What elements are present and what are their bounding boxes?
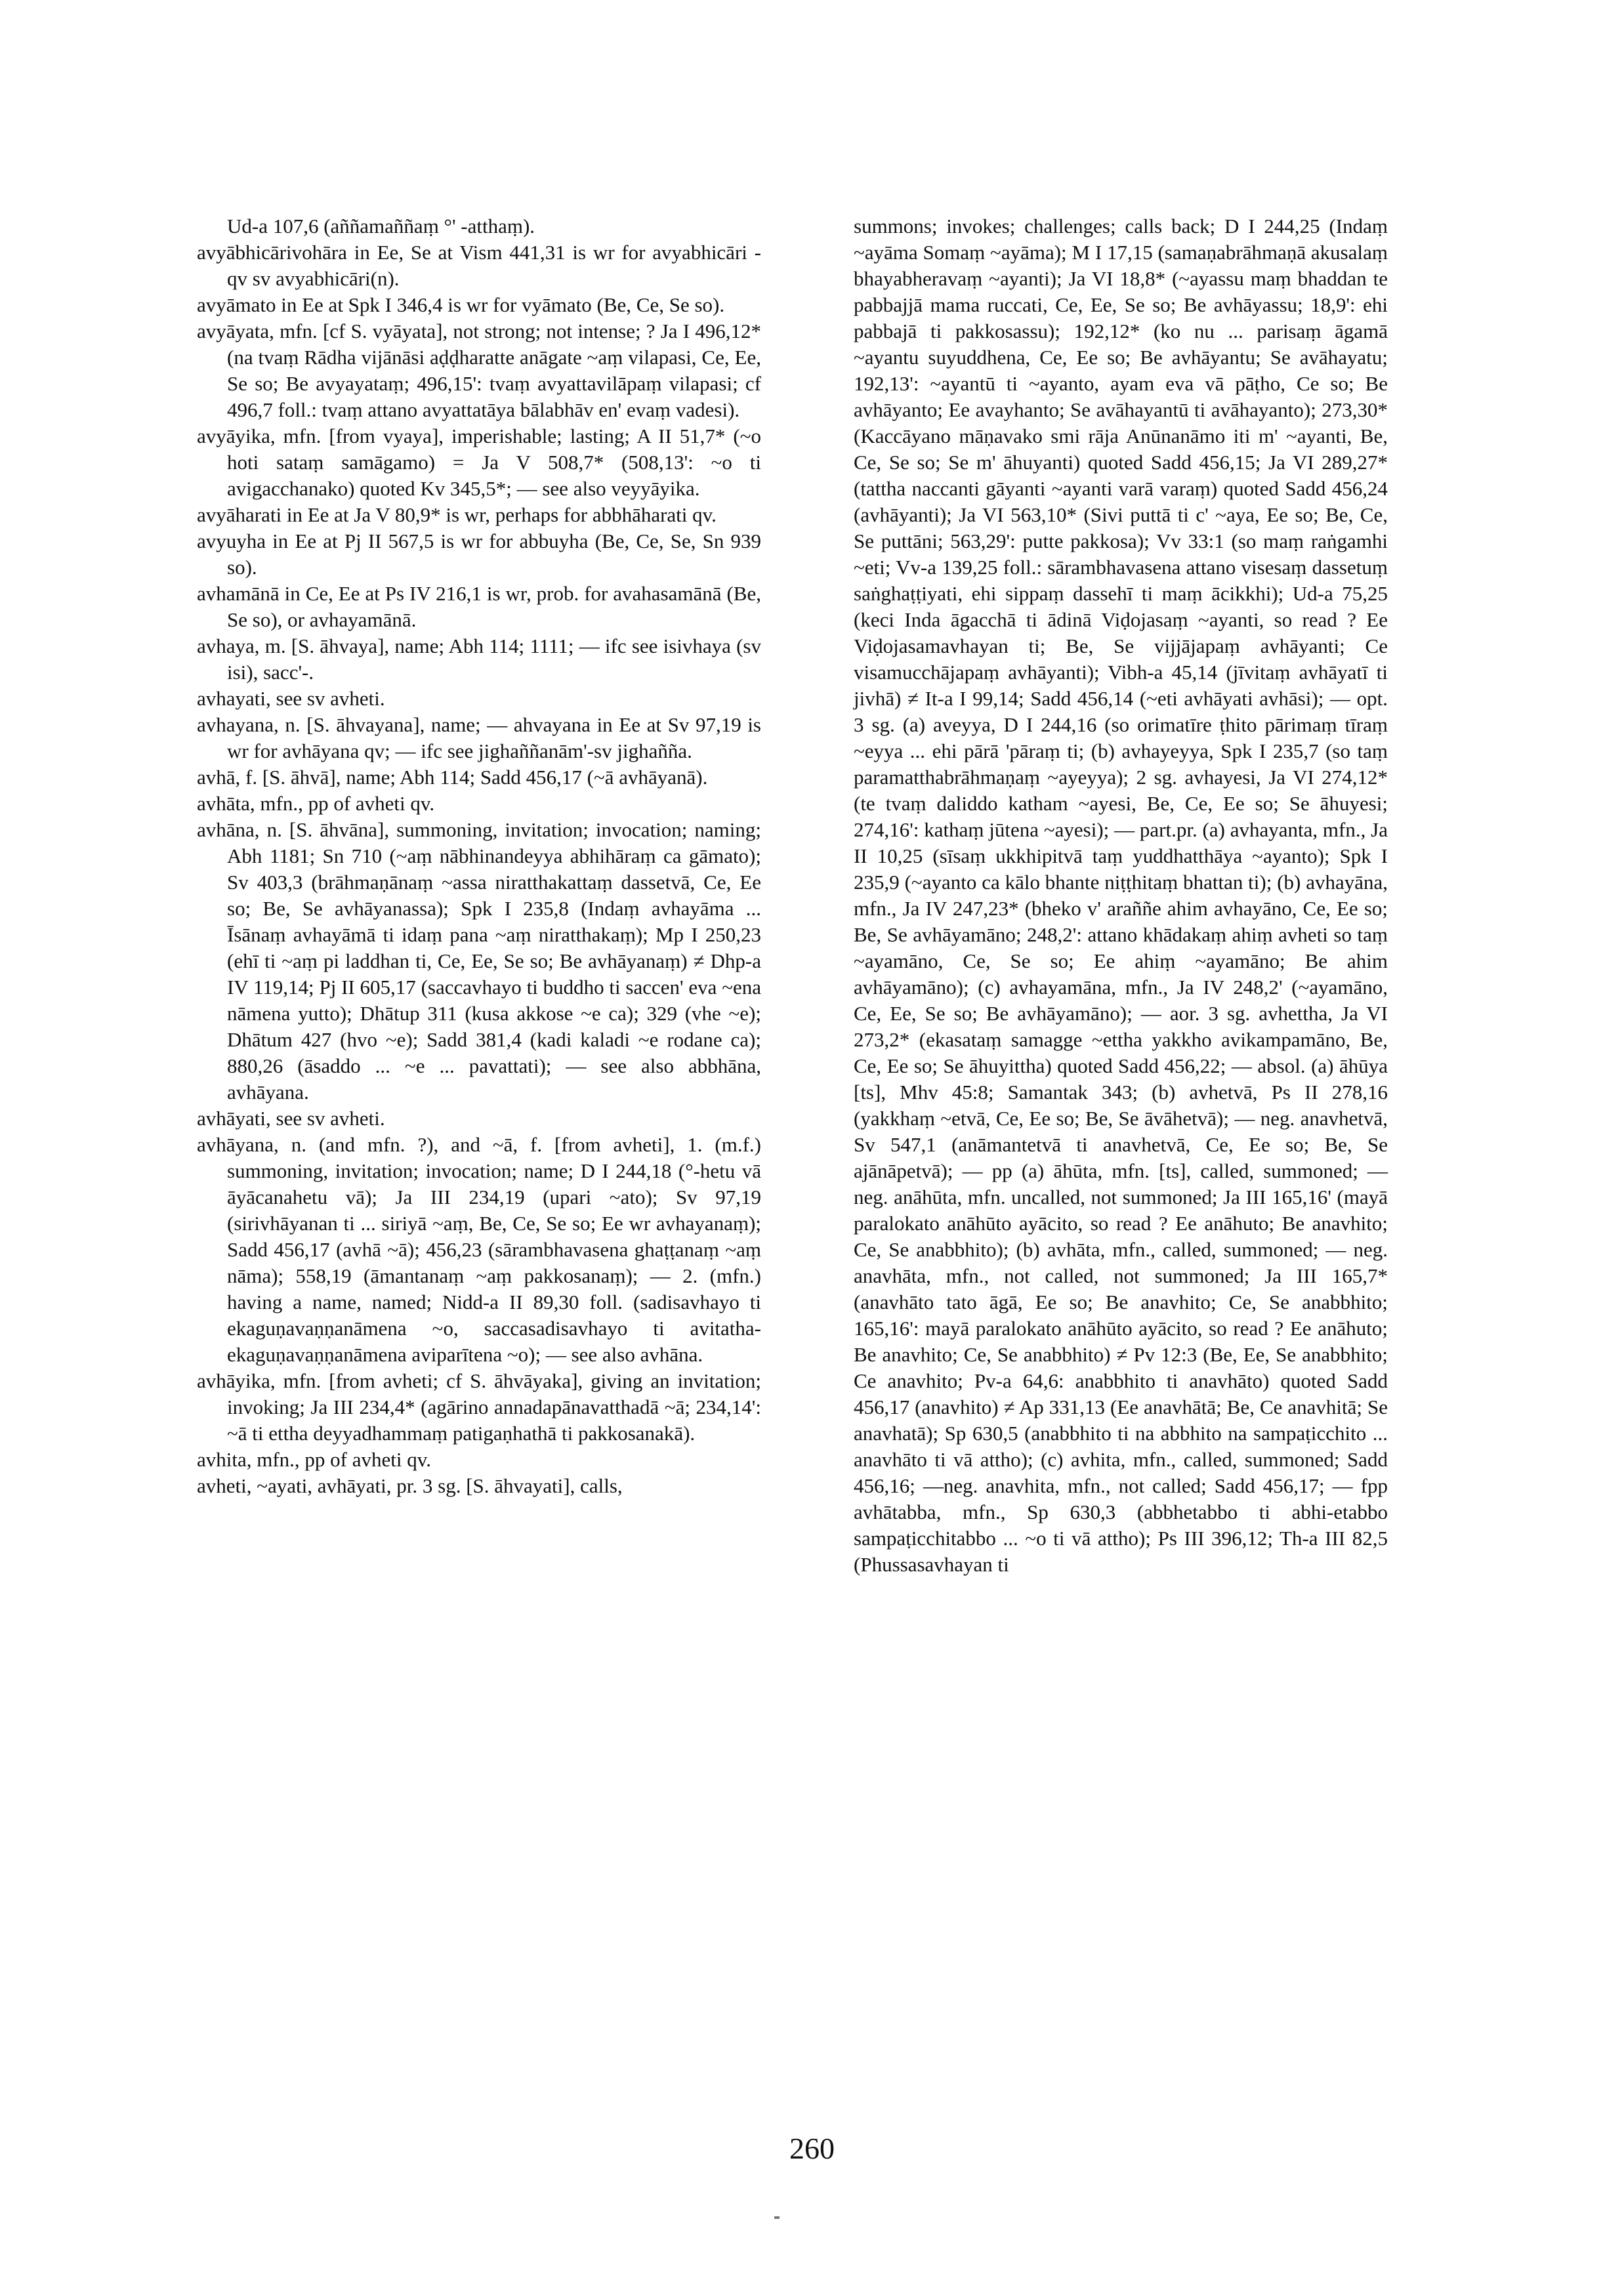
dictionary-entry: avhāyana, n. (and mfn. ?), and ~ā, f. [from avheti], 1. (m.f.) summoning, invitation; invocation; name; D I 244,18 (°-hetu vā āyācanahetu vā); Ja III 234,19 (upari ~ato); Sv 97,19 (sirivhāyanan ti ... siriyā ~aṃ, Be, Ce, Se so; Ee wr avhayanaṃ); Sadd 456,17 (avhā ~ā); 456,23 (sārambhavasena ghaṭṭanaṃ ~aṃ nāma); 558,19 (āmantanaṃ ~aṃ pakkosanaṃ); — 2. (mfn.) having a name, named; Nidd-a II 89,30 foll. (sadisavhayo ti ekaguṇavaṇṇanāmena ~o, saccasadisavhayo ti avitatha-ekaguṇavaṇṇanāmena aviparītena ~o); — see also avhāna. — [197, 1133, 761, 1366]
dictionary-entry: avyāyika, mfn. [from vyaya], imperishable; lasting; A II 51,7* (~o hoti sataṃ samāgamo) = Ja V 508,7* (508,13': ~o ti avigacchanako) quoted Kv 345,5*; — see also veyyāyika. — [197, 424, 761, 500]
dictionary-entry: avyāmato in Ee at Spk I 346,4 is wr for vyāmato (Be, Ce, Se so). — [197, 293, 725, 316]
dictionary-entry: avhaya, m. [S. āhvaya], name; Abh 114; 1111; — ifc see isivhaya (sv isi), sacc'-. — [197, 634, 761, 684]
dictionary-entry: avyuyha in Ee at Pj II 567,5 is wr for abbuyha (Be, Ce, Se, Sn 939 so). — [197, 529, 761, 579]
dictionary-entry: avyāyata, mfn. [cf S. vyāyata], not strong; not intense; ? Ja I 496,12* (na tvaṃ Rādha vijānāsi aḍḍharatte anāgate ~aṃ vilapasi, Ce, Ee, Se so; Be avyayataṃ; 496,15': tvaṃ avyattavilāpaṃ vilapasi; cf 496,7 foll.: tvaṃ attano avyattatāya bālabhāv en' evaṃ vadesi). — [197, 320, 761, 421]
dictionary-entry: avyābhicārivohāra in Ee, Se at Vism 441,31 is wr for avyabhicāri - qv sv avyabhicāri(n). — [197, 241, 761, 290]
right-column — [823, 213, 1388, 1578]
dictionary-entry: avheti, ~ayati, avhāyati, pr. 3 sg. [S. āhvayati], calls, — [197, 1474, 623, 1497]
page-number: 260 — [789, 2132, 835, 2165]
continued-text: Ud-a 107,6 (aññamaññaṃ °' -atthaṃ). — [227, 215, 535, 238]
dictionary-entry: avhayana, n. [S. āhvayana], name; — ahvayana in Ee at Sv 97,19 is wr for avhāyana qv; — ifc see jighaññanām'-sv jighañña. — [197, 713, 761, 762]
scan-speck — [774, 2216, 780, 2219]
dictionary-entry: avhā, f. [S. āhvā], name; Abh 114; Sadd 456,17 (~ā avhāyanā). — [197, 766, 708, 789]
dictionary-entry: avhamānā in Ce, Ee at Ps IV 216,1 is wr, prob. for avahasamānā (Be, Se so), or avhayamānā. — [197, 582, 761, 631]
continued-text: summons; invokes; challenges; calls back; D I 244,25 (Indaṃ ~ayāma Somaṃ ~ayāma); M I 17,15 (samaṇabrāhmaṇā akusalaṃ bhayabheravaṃ ~ayanti); Ja VI 18,8* (~ayassu maṃ bhaddan te pabbajjā mama ruccati, Ce, Ee, Se so; Be avhāyassu; 18,9': ehi pabbajā ti pakkosassu); 192,12* (ko nu ... parisaṃ āgamā ~ayantu suyuddhena, Ce, Ee so; Be avhāyantu; Se avāhayatu; 192,13': ~ayantū ti ~ayanto, ayam eva vā pāṭho, Ce so; Be avhāyanto; Ee avayhanto; Se avāhayantū ti avāhayanto); 273,30* (Kaccāyano māṇavako smi rāja Anūnanāmo iti m' ~ayanti, Be, Ce, Se so; Se m' āhuyanti) quoted Sadd 456,15; Ja VI 289,27* (tattha naccanti gāyanti ~ayanti varā varaṃ) quoted Sadd 456,24 (avhāyanti); Ja VI 563,10* (Sivi puttā ti c' ~aya, Ee so; Be, Ce, Se puttāni; 563,29': putte pakkosa); Vv 33:1 (so maṃ raṅgamhi ~eti; Vv-a 139,25 foll.: sārambhavasena attano visesaṃ dassetuṃ saṅghaṭṭiyati, ehi sippaṃ dassehī ti maṃ ācikkhi); Ud-a 75,25 (keci Inda āgacchā ti ādinā Viḍojasaṃ ~ayanti, so read ? Ee Viḍojasamavhayan ti; Be, Se vijjājapaṃ avhāyanti; Ce visamucchājapaṃ avhāyanti); Vibh-a 45,14 (jīvitaṃ avhāyatī ti jivhā) ≠ It-a I 99,14; Sadd 456,14 (~eti avhāyati avhāsi); — opt. 3 sg. (a) aveyya, D I 244,16 (so orimatīre ṭhito pārimaṃ tīraṃ ~eyya ... ehi pārā 'pāraṃ ti; (b) avhayeyya, Spk I 235,7 (so taṃ paramatthabrāhmaṇaṃ ~ayeyya); 2 sg. avhayesi, Ja VI 274,12* (te tvaṃ daliddo katham ~ayesi, Be, Ce, Ee so; Se āhuyesi; 274,16': kathaṃ jūtena ~ayesi); — part.pr. (a) avhayanta, mfn., Ja II 10,25 (sīsaṃ ukkhipitvā taṃ yuddhatthāya ~ayanto); Spk I 235,9 (~ayanto ca kālo bhante niṭṭhitaṃ bhattan ti); (b) avhayāna, mfn., Ja IV 247,23* (bheko v' araññe ahim avhayāno, Ce, Ee so; Be, Se avhāyamāno; 248,2': attano khādakaṃ ahiṃ avheti so taṃ ~ayamāno, Ce, Se so; Ee ahiṃ ~ayamāno; Be ahim avhāyamāno); (c) avhayamāna, mfn., Ja IV 248,2' (~ayamāno, Ce, Ee, Se so; Be avhāyamāno); — aor. 3 sg. avhettha, Ja VI 273,2* (ekasataṃ samagge ~ettha yakkho avikampamāno, Be, Ce, Ee so; Se āhuyittha) quoted Sadd 456,22; — absol. (a) āhūya [ts], Mhv 45:8; Samantak 343; (b) avhetvā, Ps II 278,16 (yakkhaṃ ~etvā, Ce, Ee so; Be, Se āvāhetvā); — neg. anavhetvā, Sv 547,1 (anāmantetvā ti anavhetvā, Ce, Ee so; Be, Se ajānāpetvā); — pp (a) āhūta, mfn. [ts], called, summoned; — neg. anāhūta, mfn. uncalled, not summoned; Ja III 165,16' (mayā paralokato anāhūto ayācito, so read ? Ee anāhuto; Be anavhito; Ce, Se anabbhito); (b) avhāta, mfn., called, summoned; — neg. anavhāta, mfn., not called, not summoned; Ja III 165,7* (anavhāto tato āgā, Ee so; Be anavhito; Ce, Se anabbhito; 165,16': mayā paralokato anāhūto ayācito, so read ? Ee anāhuto; Be anavhito; Ce, Se anabbhito) ≠ Pv 12:3 (Be, Ee, Se anabbhito; Ce anavhito; Pv-a 64,6: anabbhito ti anavhāto) quoted Sadd 456,17 (anavhito) ≠ Ap 331,13 (Ee anavhātā; Be, Ce anavhitā; Se anavhatā); Sp 630,5 (anabbhito ti na abbhito na sampaṭicchito ... anavhāto ti vā attho); (c) avhita, mfn., called, summoned; Sadd 456,16; —neg. anavhita, mfn., not called; Sadd 456,17; — fpp avhātabba, mfn., Sp 630,3 (abbhetabbo ti abhi-etabbo sampaṭicchitabbo ... ~o ti vā attho); Ps III 396,12; Th-a III 82,5 (Phussasavhayan ti — [854, 215, 1388, 1576]
dictionary-entry: avhāyika, mfn. [from avheti; cf S. āhvāyaka], giving an invitation; invoking; Ja III 234,4* (agārino annadapānavatthadā ~ā; 234,14': ~ā ti ettha deyyadhammaṃ patigaṇhathā ti pakkosanakā). — [197, 1369, 761, 1445]
dictionary-entry: avyāharati in Ee at Ja V 80,9* is wr, perhaps for abbhāharati qv. — [197, 503, 717, 526]
dictionary-entry: avhāyati, see sv avheti. — [197, 1107, 385, 1130]
dictionary-entry: avhita, mfn., pp of avheti qv. — [197, 1448, 431, 1471]
dictionary-entry: avhayati, see sv avheti. — [197, 687, 385, 710]
left-column — [197, 213, 761, 1499]
dictionary-entry: avhāta, mfn., pp of avheti qv. — [197, 792, 435, 815]
dictionary-entry: avhāna, n. [S. āhvāna], summoning, invitation; invocation; naming; Abh 1181; Sn 710 (~aṃ nābhinandeyya abhihāraṃ ca gāmato); Sv 403,3 (brāhmaṇānaṃ ~assa niratthakattaṃ dassetvā, Ce, Ee so; Be, Se avhāyanassa); Spk I 235,8 (Indaṃ avhayāma ... Īsānaṃ avhayāmā ti idaṃ pana ~aṃ niratthakaṃ); Mp I 250,23 (ehī ti ~aṃ pi laddhan ti, Ce, Ee, Se so; Be avhāyanaṃ) ≠ Dhp-a IV 119,14; Pj II 605,17 (saccavhayo ti buddho ti saccen' eva ~ena nāmena yutto); Dhātup 311 (kusa akkose ~e ca); 329 (vhe ~e); Dhātum 427 (hvo ~e); Sadd 381,4 (kadi kaladi ~e rodane ca); 880,26 (āsaddo ... ~e ... pavattati); — see also abbhāna, avhāyana. — [197, 818, 761, 1104]
